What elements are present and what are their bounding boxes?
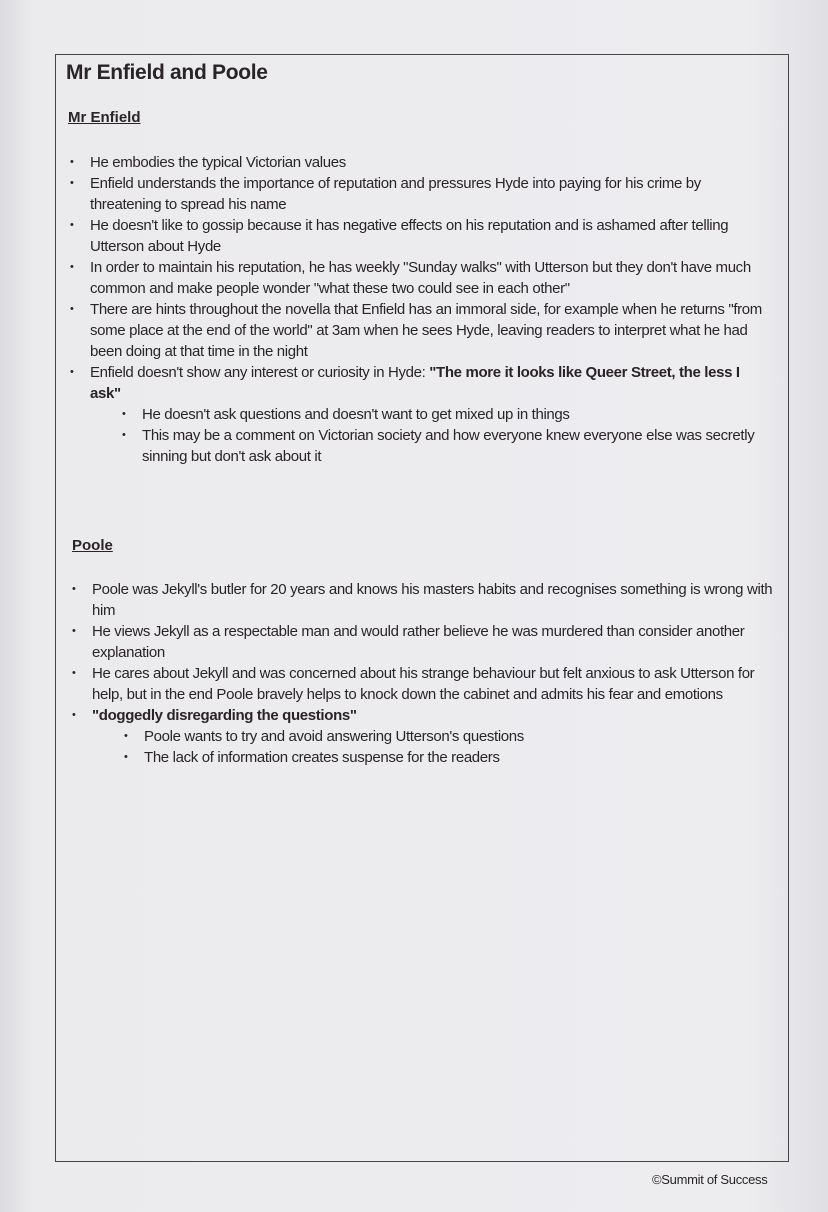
item-text: There are hints throughout the novella that Enfield has an immoral side, for example when he returns "from some place at the end of the world" at 3am when he sees Hyde, leaving readers to interpret what he had been doing at that time in the night (90, 301, 762, 360)
item-text: He embodies the typical Victorian values (90, 154, 346, 171)
item-text: In order to maintain his reputation, he has weekly "Sunday walks" with Utterson but they don't have much common and make people wonder "what these two could see in each other" (90, 259, 751, 297)
item-text: Enfield doesn't show any interest or curiosity in Hyde: (90, 364, 430, 381)
list-item (68, 299, 768, 362)
list-item (68, 257, 768, 299)
item-text: Poole wants to try and avoid answering Utterson's questions (144, 728, 524, 745)
item-text: The lack of information creates suspense for the readers (144, 749, 500, 766)
list-item (68, 173, 768, 215)
list-item (68, 152, 768, 173)
list-item (70, 705, 782, 726)
list-item (70, 621, 782, 663)
item-text: Poole was Jekyll's butler for 20 years and knows his masters habits and recognises something is wrong with him (92, 581, 773, 619)
section-heading-poole: Poole (72, 537, 113, 554)
item-text: He doesn't ask questions and doesn't want to get mixed up in things (142, 406, 570, 423)
list-item (70, 663, 782, 705)
quote: "doggedly disregarding the questions" (92, 707, 357, 724)
list-item (68, 362, 768, 404)
list-item (70, 579, 782, 621)
item-text: He views Jekyll as a respectable man and would rather believe he was murdered than consider another explanation (92, 623, 745, 661)
enfield-bullet-list (68, 152, 768, 467)
copyright-footer: ©Summit of Success (652, 1172, 768, 1187)
sub-list-item (120, 404, 768, 425)
item-text: He doesn't like to gossip because it has negative effects on his reputation and is ashamed after telling Utterson about Hyde (90, 217, 729, 255)
page-title: Mr Enfield and Poole (66, 61, 268, 84)
item-text: This may be a comment on Victorian society and how everyone knew everyone else was secretly sinning but don't ask about it (142, 427, 755, 465)
sub-list-item (122, 747, 782, 768)
list-item (68, 215, 768, 257)
item-text: Enfield understands the importance of reputation and pressures Hyde into paying for his crime by threatening to spread his name (90, 175, 701, 213)
quote: "The more it looks like Queer Street, the less I ask" (90, 364, 740, 402)
sub-list-item (122, 726, 782, 747)
item-text: He cares about Jekyll and was concerned about his strange behaviour but felt anxious to ask Utterson for help, but in the end Poole bravely helps to knock down the cabinet and admits his fear and emotions (92, 665, 755, 703)
poole-bullet-list (70, 579, 782, 768)
sub-list-item (120, 425, 768, 467)
section-heading-enfield: Mr Enfield (68, 109, 141, 126)
